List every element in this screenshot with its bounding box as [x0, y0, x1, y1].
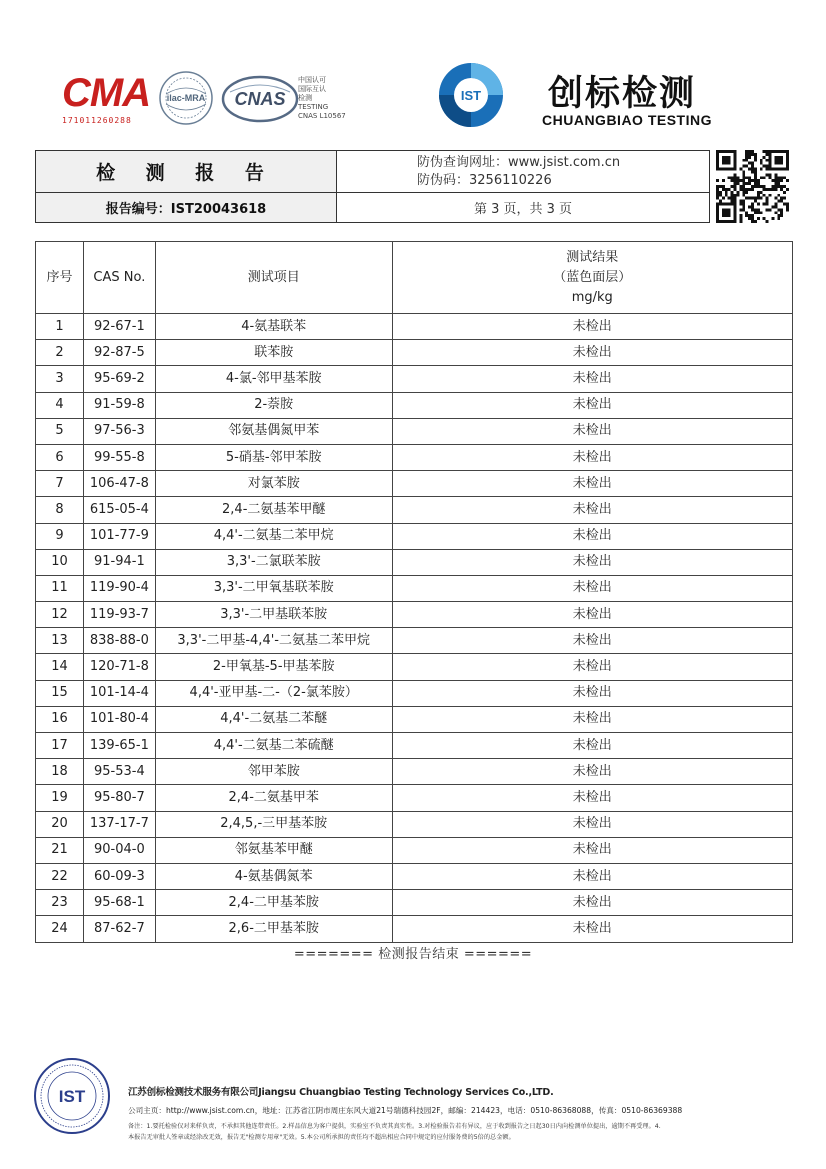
cell-result: 未检出: [392, 837, 792, 863]
table-row: [36, 680, 793, 706]
cell-no: 15: [36, 680, 84, 706]
cell-no: 16: [36, 706, 84, 732]
cell-cas: 137-17-7: [83, 811, 155, 837]
certification-logos: [62, 60, 762, 140]
cell-no: 20: [36, 811, 84, 837]
cell-no: 7: [36, 471, 84, 497]
cell-no: 24: [36, 916, 84, 942]
company-name: 江苏创标检测技术服务有限公司Jiangsu Chuangbiao Testing Technology Services Co.,LTD.: [128, 1087, 554, 1098]
report-number: 报告编号：IST20043618: [36, 193, 337, 222]
cell-item: 3,3'-二甲基联苯胺: [155, 602, 392, 628]
footer-note-line: 备注：1.要托检验仅对来样负责，不承担其他连带责任。2.样品信息为客户提供，实验室不负责其真实性。3.对检验报告若有异议，应于收到报告之日起30日内向检测单位提出，逾期不再受理。4.: [128, 1123, 661, 1130]
table-row: [36, 392, 793, 418]
cell-result: 未检出: [392, 444, 792, 470]
table-row: [36, 366, 793, 392]
cell-item: 4-氯-邻甲基苯胺: [155, 366, 392, 392]
col-header-no: 序号: [36, 242, 84, 314]
table-row: [36, 471, 793, 497]
cell-result: 未检出: [392, 497, 792, 523]
cell-no: 23: [36, 890, 84, 916]
cell-result: 未检出: [392, 523, 792, 549]
cnas-caption-line: 中国认可: [298, 76, 326, 84]
cell-result: 未检出: [392, 680, 792, 706]
anti-fake-info: [337, 151, 709, 193]
cell-result: 未检出: [392, 654, 792, 680]
table-row: [36, 863, 793, 889]
cell-cas: 87-62-7: [83, 916, 155, 942]
table-row: [36, 916, 793, 942]
table-row: [36, 811, 793, 837]
cell-item: 邻氨基苯甲醚: [155, 837, 392, 863]
cell-item: 2,4-二氨基苯甲醚: [155, 497, 392, 523]
cell-cas: 91-59-8: [83, 392, 155, 418]
brand-name-en: CHUANGBIAO TESTING: [542, 112, 712, 128]
cell-cas: 95-69-2: [83, 366, 155, 392]
cell-item: 联苯胺: [155, 340, 392, 366]
cell-no: 11: [36, 575, 84, 601]
table-row: [36, 602, 793, 628]
cell-no: 2: [36, 340, 84, 366]
seal-mark: IST: [58, 1087, 86, 1106]
col-header-result: [392, 242, 792, 314]
table-row: [36, 575, 793, 601]
cell-no: 4: [36, 392, 84, 418]
report-header: [35, 150, 710, 223]
cell-item: 4-氨基偶氮苯: [155, 863, 392, 889]
col-header-item: 测试项目: [155, 242, 392, 314]
cnas-caption-line: CNAS L10567: [298, 112, 346, 120]
cell-no: 8: [36, 497, 84, 523]
cell-result: 未检出: [392, 340, 792, 366]
table-row: [36, 628, 793, 654]
cell-cas: 91-94-1: [83, 549, 155, 575]
ilac-text: ilac-MRA: [166, 93, 206, 103]
qr-code[interactable]: [716, 150, 789, 223]
query-url[interactable]: 防伪查询网址：www.jsist.com.cn: [417, 155, 621, 170]
results-table: [35, 241, 793, 943]
cell-cas: 119-90-4: [83, 575, 155, 601]
cell-result: 未检出: [392, 314, 792, 340]
result-header-line: （蓝色面层）: [553, 269, 632, 285]
table-row: [36, 837, 793, 863]
cma-number: 171011260288: [62, 116, 132, 125]
cell-cas: 106-47-8: [83, 471, 155, 497]
page-info: 第 3 页，共 3 页: [473, 202, 573, 217]
table-row: [36, 523, 793, 549]
cnas-caption-line: 国际互认: [298, 85, 326, 93]
table-row: [36, 785, 793, 811]
report-title: 检 测 报 告: [36, 151, 337, 193]
cell-cas: 92-87-5: [83, 340, 155, 366]
table-header-row: [36, 242, 793, 314]
table-row: [36, 549, 793, 575]
cell-cas: 119-93-7: [83, 602, 155, 628]
cnas-mark: CNAS: [234, 89, 286, 109]
cell-cas: 60-09-3: [83, 863, 155, 889]
table-row: [36, 340, 793, 366]
cell-item: 邻氨基偶氮甲苯: [155, 418, 392, 444]
cell-cas: 101-14-4: [83, 680, 155, 706]
cell-result: 未检出: [392, 392, 792, 418]
cell-result: 未检出: [392, 811, 792, 837]
cell-no: 17: [36, 733, 84, 759]
cnas-caption: [298, 76, 346, 121]
ilac-mra-logo: [158, 70, 214, 126]
brand-name-cn: 创标检测: [548, 73, 697, 114]
cell-result: 未检出: [392, 759, 792, 785]
table-row: [36, 418, 793, 444]
cell-item: 2-甲氧基-5-甲基苯胺: [155, 654, 392, 680]
footer: [128, 1084, 798, 1143]
result-header-unit: mg/kg: [571, 289, 613, 305]
cell-cas: 120-71-8: [83, 654, 155, 680]
cell-result: 未检出: [392, 890, 792, 916]
cell-result: 未检出: [392, 628, 792, 654]
table-row: [36, 890, 793, 916]
cell-result: 未检出: [392, 575, 792, 601]
cell-item: 3,3'-二甲基-4,4'-二氨基二苯甲烷: [155, 628, 392, 654]
cell-no: 3: [36, 366, 84, 392]
cell-result: 未检出: [392, 785, 792, 811]
cell-cas: 92-67-1: [83, 314, 155, 340]
anti-fake-code: 防伪码：3256110226: [417, 173, 552, 188]
cnas-logo: [220, 74, 300, 124]
cell-item: 邻甲苯胺: [155, 759, 392, 785]
cnas-caption-line: TESTING: [298, 103, 329, 111]
cell-cas: 139-65-1: [83, 733, 155, 759]
col-header-cas: CAS No.: [83, 242, 155, 314]
cell-item: 2-萘胺: [155, 392, 392, 418]
cell-item: 3,3'-二甲氧基联苯胺: [155, 575, 392, 601]
cell-item: 4,4'-二氨基二苯醚: [155, 706, 392, 732]
footer-note-line: 本报告无审批人签章或经涂改无效，报告无"检测专用章"无效。5.本公司所承担的责任均不超出相应合同中规定的应付服务费的5倍的总金额。: [128, 1134, 515, 1141]
cell-cas: 95-53-4: [83, 759, 155, 785]
table-row: [36, 733, 793, 759]
cell-no: 21: [36, 837, 84, 863]
ist-logo: [436, 60, 506, 130]
ist-mark: IST: [460, 88, 482, 103]
table-row: [36, 759, 793, 785]
cell-result: 未检出: [392, 916, 792, 942]
cell-item: 4-氨基联苯: [155, 314, 392, 340]
cell-no: 1: [36, 314, 84, 340]
cell-result: 未检出: [392, 549, 792, 575]
table-row: [36, 706, 793, 732]
cell-no: 6: [36, 444, 84, 470]
company-seal: [32, 1056, 112, 1136]
cell-cas: 615-05-4: [83, 497, 155, 523]
cma-logo: [62, 72, 152, 125]
cell-result: 未检出: [392, 863, 792, 889]
cell-no: 9: [36, 523, 84, 549]
table-row: [36, 314, 793, 340]
cell-result: 未检出: [392, 733, 792, 759]
cell-no: 19: [36, 785, 84, 811]
cell-item: 2,4-二氨基甲苯: [155, 785, 392, 811]
cell-no: 5: [36, 418, 84, 444]
cell-cas: 90-04-0: [83, 837, 155, 863]
cell-cas: 95-80-7: [83, 785, 155, 811]
cell-no: 12: [36, 602, 84, 628]
cell-item: 4,4'-二氨基二苯硫醚: [155, 733, 392, 759]
cell-item: 5-硝基-邻甲苯胺: [155, 444, 392, 470]
cell-item: 对氯苯胺: [155, 471, 392, 497]
cell-result: 未检出: [392, 366, 792, 392]
cell-cas: 101-80-4: [83, 706, 155, 732]
cell-item: 3,3'-二氯联苯胺: [155, 549, 392, 575]
cell-no: 10: [36, 549, 84, 575]
cell-result: 未检出: [392, 418, 792, 444]
cell-item: 4,4'-亚甲基-二-（2-氯苯胺）: [155, 680, 392, 706]
table-row: [36, 654, 793, 680]
table-row: [36, 497, 793, 523]
cell-no: 18: [36, 759, 84, 785]
cell-item: 4,4'-二氨基二苯甲烷: [155, 523, 392, 549]
company-contact: 公司主页：http://www.jsist.com.cn，地址：江苏省江阴市周庄东风大道21号瑞德科技园2F，邮编：214423，电话：0510-86368088，传真：0510-86369388: [128, 1106, 683, 1115]
cell-no: 13: [36, 628, 84, 654]
cell-item: 2,4,5,-三甲基苯胺: [155, 811, 392, 837]
cell-item: 2,4-二甲基苯胺: [155, 890, 392, 916]
cell-cas: 95-68-1: [83, 890, 155, 916]
cnas-caption-line: 检测: [298, 94, 312, 102]
cell-result: 未检出: [392, 471, 792, 497]
cell-cas: 97-56-3: [83, 418, 155, 444]
result-header-line: 测试结果: [566, 249, 619, 265]
cell-cas: 838-88-0: [83, 628, 155, 654]
cell-no: 14: [36, 654, 84, 680]
table-row: [36, 444, 793, 470]
cell-cas: 99-55-8: [83, 444, 155, 470]
cell-item: 2,6-二甲基苯胺: [155, 916, 392, 942]
cell-no: 22: [36, 863, 84, 889]
cell-result: 未检出: [392, 706, 792, 732]
cma-mark: CMA: [62, 71, 151, 115]
cell-result: 未检出: [392, 602, 792, 628]
cell-cas: 101-77-9: [83, 523, 155, 549]
report-end-marker: ======= 检测报告结束 ======: [293, 947, 533, 962]
